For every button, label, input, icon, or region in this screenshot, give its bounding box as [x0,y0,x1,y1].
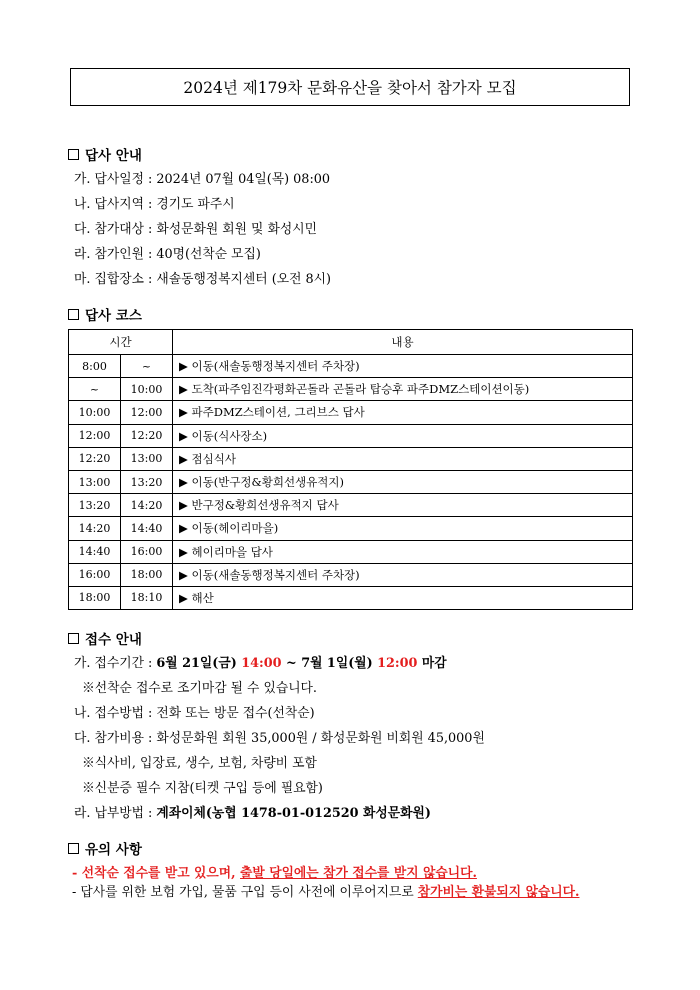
row-end-time: 14:20 [121,494,173,517]
section-course-heading: 답사 코스 [68,304,142,324]
checkbox-square-icon [68,309,79,320]
row-end-time: ~ [121,355,173,378]
section-reception-heading: 접수 안내 [68,628,142,648]
guide-date: 가. 답사일정 : 2024년 07월 04일(목) 08:00 [74,172,331,187]
table-row [69,586,633,609]
row-end-time: 16:00 [121,540,173,563]
notice-line-1: - 선착순 접수를 받고 있으며, 출발 당일에는 참가 접수를 받지 않습니다. [72,866,477,881]
checkbox-square-icon [68,633,79,644]
table-row [69,470,633,493]
reception-method: 나. 접수방법 : 전화 또는 방문 접수(선착순) [74,706,315,721]
table-row [69,563,633,586]
notice-line-2: - 답사를 위한 보험 가입, 물품 구입 등이 사전에 이루어지므로 참가비는 환불되지 않습니다. [72,885,580,900]
page-title [70,68,630,106]
row-content: ▶ 이동(새솔동행정복지센터 주차장) [173,355,633,378]
reception-fee: 다. 참가비용 : 화성문화원 회원 35,000원 / 화성문화원 비회원 45,000원 [74,731,485,746]
reception-fee-note-2: ※신분증 필수 지참(티켓 구입 등에 필요함) [82,781,323,796]
row-end-time: 13:20 [121,470,173,493]
table-row [69,494,633,517]
row-content: ▶ 도착(파주임진각평화곤돌라 곤돌라 탑승후 파주DMZ스테이션이동) [173,378,633,401]
row-content: ▶ 이동(헤이리마을) [173,517,633,540]
table-row [69,447,633,470]
row-end-time: 18:10 [121,586,173,609]
row-start-time: 10:00 [69,401,121,424]
section-guide-heading: 답사 안내 [68,144,142,164]
reception-fee-note-1: ※식사비, 입장료, 생수, 보험, 차량비 포함 [82,756,317,771]
table-row [69,540,633,563]
section-notice-heading: 유의 사항 [68,838,142,858]
row-content: ▶ 이동(반구정&황희선생유적지) [173,470,633,493]
row-start-time: 12:00 [69,424,121,447]
table-row [69,517,633,540]
row-start-time: 16:00 [69,563,121,586]
row-end-time: 12:20 [121,424,173,447]
row-content: ▶ 점심식사 [173,447,633,470]
reception-period: 가. 접수기간 : 6월 21일(금) 14:00 ~ 7월 1일(월) 12:00 마감 [74,656,447,671]
row-end-time: 14:40 [121,517,173,540]
row-content: ▶ 반구정&황희선생유적지 답사 [173,494,633,517]
header-time: 시간 [69,330,173,355]
header-content: 내용 [173,330,633,355]
table-row [69,378,633,401]
row-content: ▶ 이동(새솔동행정복지센터 주차장) [173,563,633,586]
row-start-time: 12:20 [69,447,121,470]
row-start-time: 14:20 [69,517,121,540]
course-table [68,329,633,610]
guide-target: 다. 참가대상 : 화성문화원 회원 및 화성시민 [74,222,317,237]
table-row [69,401,633,424]
row-start-time: 18:00 [69,586,121,609]
title-text: 2024년 제179차 문화유산을 찾아서 참가자 모집 [183,79,517,97]
row-start-time: ~ [69,378,121,401]
guide-region: 나. 답사지역 : 경기도 파주시 [74,197,235,212]
row-end-time: 18:00 [121,563,173,586]
guide-capacity: 라. 참가인원 : 40명(선착순 모집) [74,247,261,262]
row-end-time: 10:00 [121,378,173,401]
checkbox-square-icon [68,843,79,854]
reception-payment: 라. 납부방법 : 계좌이체(농협 1478-01-012520 화성문화원) [74,806,431,821]
reception-period-note: ※선착순 접수로 조기마감 될 수 있습니다. [82,681,317,696]
row-content: ▶ 이동(식사장소) [173,424,633,447]
row-end-time: 13:00 [121,447,173,470]
table-header-row [69,330,633,355]
row-content: ▶ 파주DMZ스테이션, 그리브스 답사 [173,401,633,424]
table-row [69,424,633,447]
row-end-time: 12:00 [121,401,173,424]
checkbox-square-icon [68,149,79,160]
row-start-time: 13:20 [69,494,121,517]
guide-meeting-place: 마. 집합장소 : 새솔동행정복지센터 (오전 8시) [74,272,331,287]
row-start-time: 8:00 [69,355,121,378]
row-content: ▶ 해산 [173,586,633,609]
row-start-time: 13:00 [69,470,121,493]
row-start-time: 14:40 [69,540,121,563]
table-row [69,355,633,378]
row-content: ▶ 헤이리마을 답사 [173,540,633,563]
